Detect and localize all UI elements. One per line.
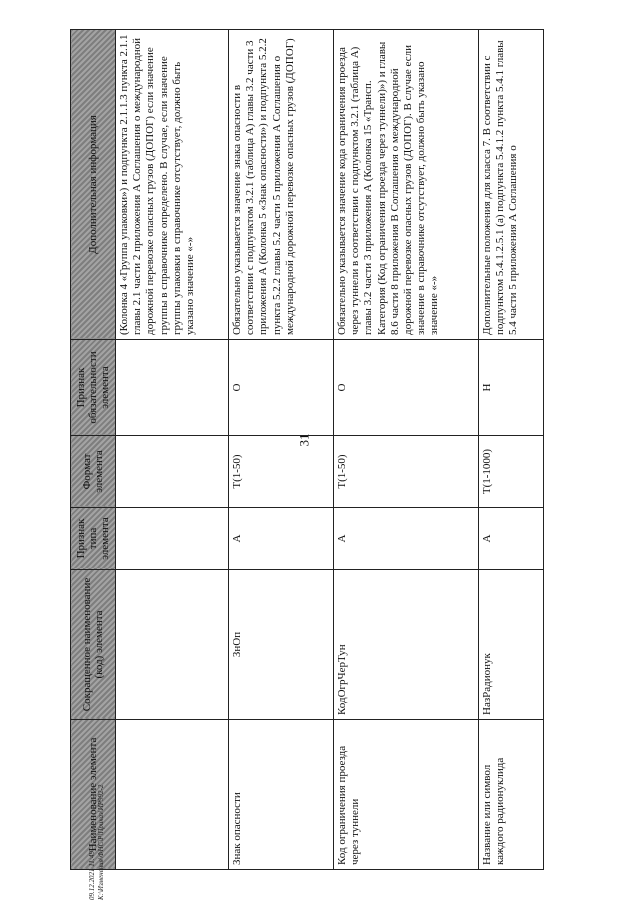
cell-type [116, 508, 229, 570]
header-name: Наименование элемента [71, 720, 116, 870]
header-info: Дополнительная информация [71, 30, 116, 340]
cell-required [116, 340, 229, 436]
footer-timestamp: 09.12.2021 11:49 [88, 850, 96, 900]
cell-required: О [229, 340, 334, 436]
header-code: Сокращенное наименование (код) элемента [71, 570, 116, 720]
table-row [479, 30, 544, 870]
cell-required: О [334, 340, 479, 436]
table-row [229, 30, 334, 870]
table-landscape [70, 30, 520, 870]
cell-code [116, 570, 229, 720]
table-row [116, 30, 229, 870]
cell-type: А [479, 508, 544, 570]
cell-code: НазРадионук [479, 570, 544, 720]
cell-type: А [229, 508, 334, 570]
header-required: Признак обязательности элемента [71, 340, 116, 436]
cell-name: Код ограничения проезда через туннели [334, 720, 479, 870]
page-number: 31 [296, 433, 312, 447]
footer-text [88, 740, 106, 900]
cell-format: Т(1-50) [229, 436, 334, 508]
footer-path: К:\Изменения\ФНС\Р\Приказ\ИР992-2 [97, 784, 106, 900]
cell-code: ЗнОп [229, 570, 334, 720]
cell-code: КодОгрЧерТун [334, 570, 479, 720]
cell-type: А [334, 508, 479, 570]
cell-info: Обязательно указывается значение кода ограничения проезда через туннели в соответствии с подпунктом 3.2.1 (таблица А) главы 3.2 части 3 приложения А (Колонка 15 «Трансп. Категория (Код ограничения проезда через туннели)») и главы 8.6 части 8 приложения В Соглашения о международной дорожной перевозке опасных грузов (ДОПОГ). В случае если значение в справочнике отсутствует, должно быть указано значение «-» [334, 30, 479, 340]
cell-name: Название или символ каждого радионуклида [479, 720, 544, 870]
cell-required: Н [479, 340, 544, 436]
cell-format: Т(1-50) [334, 436, 479, 508]
cell-name: Знак опасности [229, 720, 334, 870]
header-format: Формат элемента [71, 436, 116, 508]
cell-format: Т(1-1000) [479, 436, 544, 508]
header-type: Признак типа элемента [71, 508, 116, 570]
rotated-table-wrapper [70, 30, 520, 870]
table-row [334, 30, 479, 870]
element-table [70, 29, 544, 870]
cell-info: (Колонка 4 «Группа упаковки») и подпункта 2.1.1.3 пункта 2.1.1 главы 2.1 части 2 приложения А Соглашения о международной дорожной перевозке опасных грузов (ДОПОГ) если значение группы в справочнике определено. В случае, если значение группы упаковки в справочнике отсутствует, должно быть указано значение «-» [116, 30, 229, 340]
cell-info: Обязательно указывается значение знака опасности в соответствии с подпунктом 3.2.1 (таблица А) главы 3.2 части 3 приложения А (Колонка 5 «Знак опасности») и подпункта 5.2.2 пункта 5.2.2 главы 5.2 части 5 приложения А Соглашения о международной дорожной перевозке опасных грузов (ДОПОГ) [229, 30, 334, 340]
cell-info: Дополнительные положения для класса 7. В соответствии с подпунктом 5.4.1.2.5.1 (а) подпункта 5.4.1.2 пункта 5.4.1 главы 5.4 части 5 приложения А Соглашения о [479, 30, 544, 340]
cell-format [116, 436, 229, 508]
